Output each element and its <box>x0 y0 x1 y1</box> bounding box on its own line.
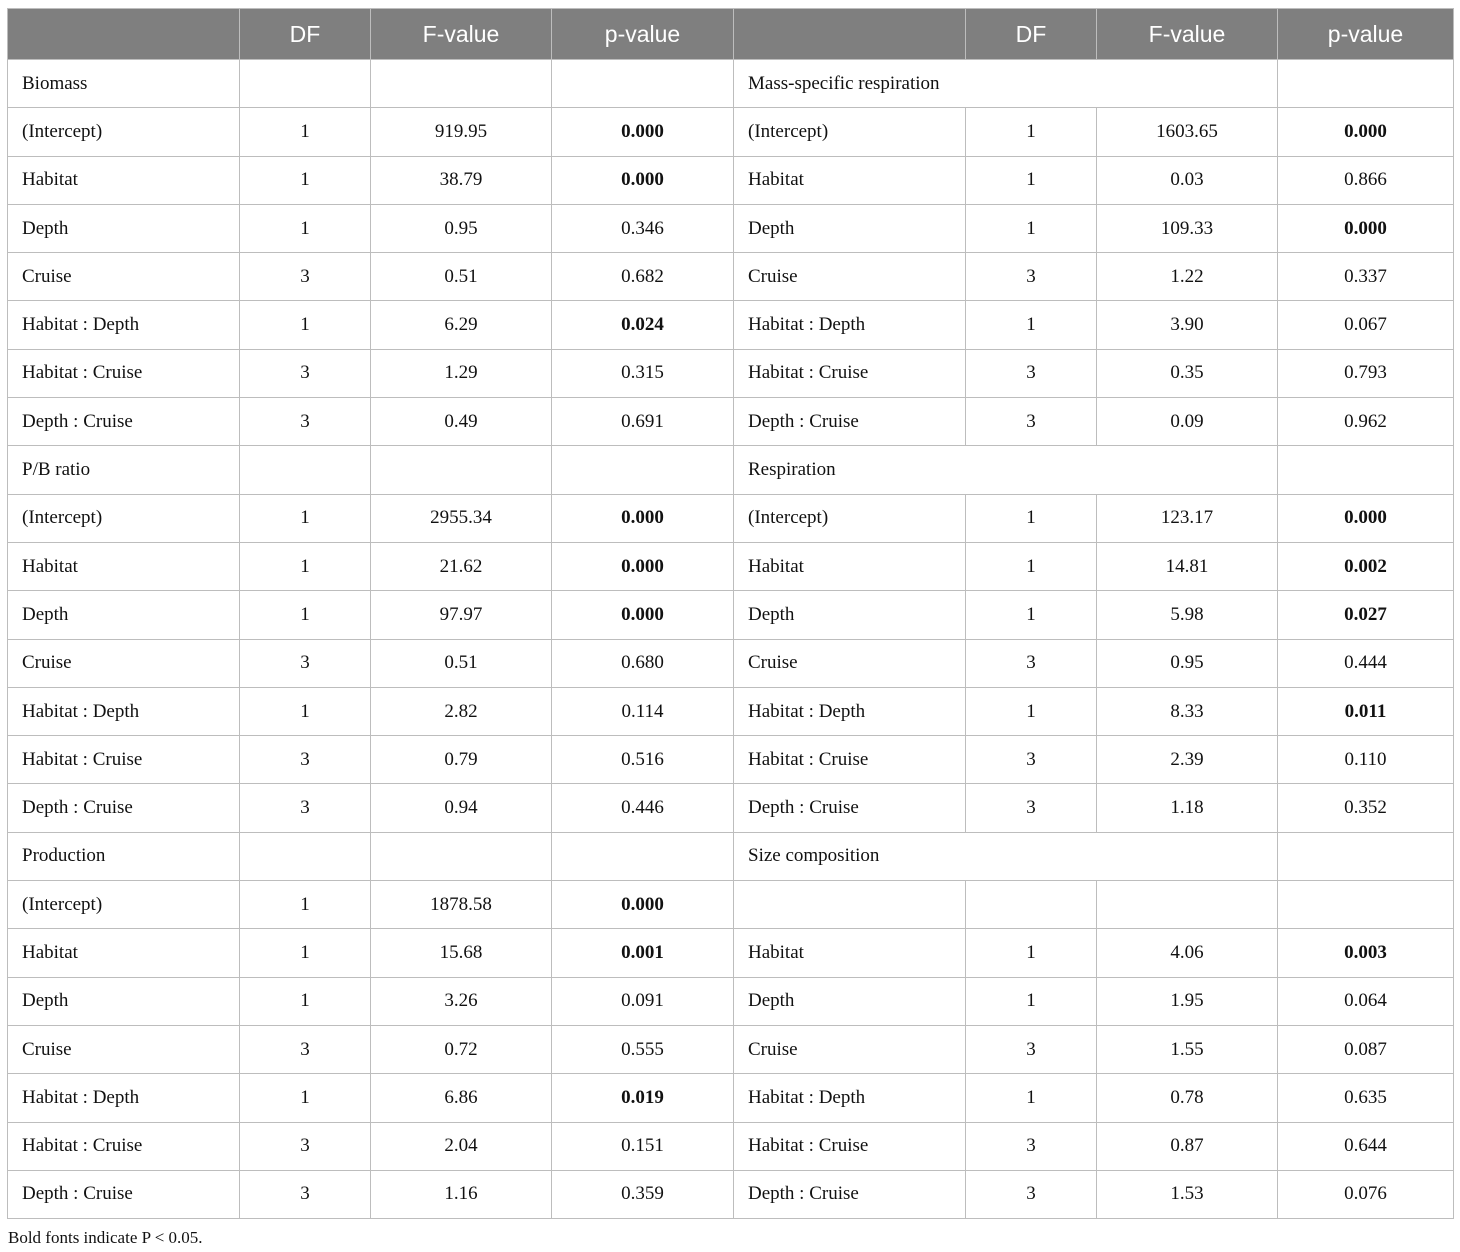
f-value-cell: 3.26 <box>371 977 552 1025</box>
empty-cell <box>240 60 371 108</box>
f-value-cell: 4.06 <box>1097 929 1278 977</box>
df-cell: 1 <box>966 156 1097 204</box>
table-row <box>8 301 1454 349</box>
f-value-cell: 0.79 <box>371 736 552 784</box>
df-cell: 3 <box>966 253 1097 301</box>
df-cell: 3 <box>240 253 371 301</box>
section-row <box>8 832 1454 880</box>
term-cell: Cruise <box>8 639 240 687</box>
p-value-cell: 0.682 <box>552 253 734 301</box>
f-value-cell: 2955.34 <box>371 494 552 542</box>
df-cell: 1 <box>240 156 371 204</box>
p-value-cell: 0.352 <box>1278 784 1454 832</box>
p-value-cell: 0.000 <box>1278 108 1454 156</box>
header-cell: DF <box>240 9 371 60</box>
term-cell: Habitat <box>734 542 966 590</box>
term-cell: Habitat <box>8 542 240 590</box>
header-cell: p-value <box>1278 9 1454 60</box>
term-cell: Habitat : Cruise <box>8 349 240 397</box>
term-cell: Cruise <box>8 1025 240 1073</box>
term-cell: Depth : Cruise <box>734 1170 966 1218</box>
df-cell: 3 <box>966 1122 1097 1170</box>
df-cell: 1 <box>966 591 1097 639</box>
term-cell: Depth : Cruise <box>734 784 966 832</box>
p-value-cell: 0.076 <box>1278 1170 1454 1218</box>
df-cell: 1 <box>966 204 1097 252</box>
df-cell: 1 <box>240 977 371 1025</box>
p-value-cell: 0.691 <box>552 398 734 446</box>
p-value-cell: 0.635 <box>1278 1074 1454 1122</box>
p-value-cell: 0.000 <box>552 156 734 204</box>
f-value-cell: 0.78 <box>1097 1074 1278 1122</box>
section-label: Respiration <box>734 446 1278 494</box>
term-cell: Habitat : Depth <box>734 301 966 349</box>
p-value-cell: 0.962 <box>1278 398 1454 446</box>
df-cell: 1 <box>240 929 371 977</box>
term-cell: (Intercept) <box>734 494 966 542</box>
p-value-cell: 0.359 <box>552 1170 734 1218</box>
term-cell: Habitat <box>734 929 966 977</box>
term-cell: Habitat : Depth <box>734 1074 966 1122</box>
term-cell: Depth : Cruise <box>8 398 240 446</box>
f-value-cell: 109.33 <box>1097 204 1278 252</box>
table-row <box>8 1025 1454 1073</box>
df-cell: 1 <box>240 542 371 590</box>
p-value-cell: 0.000 <box>552 108 734 156</box>
f-value-cell: 1878.58 <box>371 881 552 929</box>
term-cell: Depth : Cruise <box>8 1170 240 1218</box>
df-cell: 3 <box>240 1122 371 1170</box>
f-value-cell: 919.95 <box>371 108 552 156</box>
df-cell: 1 <box>966 687 1097 735</box>
empty-cell <box>371 60 552 108</box>
header-row <box>8 9 1454 60</box>
empty-cell <box>371 832 552 880</box>
p-value-cell: 0.000 <box>552 542 734 590</box>
term-cell: Depth : Cruise <box>8 784 240 832</box>
f-value-cell: 2.39 <box>1097 736 1278 784</box>
term-cell: Depth <box>8 204 240 252</box>
section-label: Production <box>8 832 240 880</box>
p-value-cell: 0.114 <box>552 687 734 735</box>
f-value-cell: 0.49 <box>371 398 552 446</box>
df-cell <box>966 881 1097 929</box>
term-cell: Habitat : Cruise <box>734 736 966 784</box>
f-value-cell: 8.33 <box>1097 687 1278 735</box>
p-value-cell: 0.446 <box>552 784 734 832</box>
f-value-cell: 21.62 <box>371 542 552 590</box>
df-cell: 1 <box>240 881 371 929</box>
p-value-cell: 0.000 <box>552 591 734 639</box>
p-value-cell: 0.064 <box>1278 977 1454 1025</box>
f-value-cell: 1.22 <box>1097 253 1278 301</box>
f-value-cell: 0.95 <box>1097 639 1278 687</box>
f-value-cell: 6.29 <box>371 301 552 349</box>
term-cell: Cruise <box>8 253 240 301</box>
f-value-cell: 1.29 <box>371 349 552 397</box>
table-row <box>8 639 1454 687</box>
table-row <box>8 736 1454 784</box>
header-cell: DF <box>966 9 1097 60</box>
df-cell: 3 <box>240 736 371 784</box>
f-value-cell: 0.72 <box>371 1025 552 1073</box>
table-footnote: Bold fonts indicate P < 0.05. <box>8 1228 203 1247</box>
p-value-cell: 0.346 <box>552 204 734 252</box>
table-row <box>8 977 1454 1025</box>
header-cell <box>8 9 240 60</box>
p-value-cell: 0.000 <box>1278 494 1454 542</box>
table-row <box>8 1170 1454 1218</box>
term-cell: (Intercept) <box>8 494 240 542</box>
empty-cell <box>371 446 552 494</box>
p-value-cell: 0.110 <box>1278 736 1454 784</box>
section-label: P/B ratio <box>8 446 240 494</box>
f-value-cell: 0.95 <box>371 204 552 252</box>
df-cell: 3 <box>240 1170 371 1218</box>
table-row <box>8 204 1454 252</box>
p-value-cell: 0.680 <box>552 639 734 687</box>
df-cell: 1 <box>240 1074 371 1122</box>
term-cell: Cruise <box>734 253 966 301</box>
table-row <box>8 929 1454 977</box>
table-row <box>8 108 1454 156</box>
p-value-cell: 0.002 <box>1278 542 1454 590</box>
empty-cell <box>240 832 371 880</box>
section-row <box>8 446 1454 494</box>
table-row <box>8 1074 1454 1122</box>
term-cell: Habitat : Depth <box>734 687 966 735</box>
empty-cell <box>552 60 734 108</box>
p-value-cell: 0.024 <box>552 301 734 349</box>
f-value-cell: 0.51 <box>371 253 552 301</box>
term-cell: Habitat : Depth <box>8 687 240 735</box>
term-cell: (Intercept) <box>8 108 240 156</box>
df-cell: 1 <box>240 108 371 156</box>
f-value-cell: 14.81 <box>1097 542 1278 590</box>
f-value-cell: 6.86 <box>371 1074 552 1122</box>
df-cell: 1 <box>966 1074 1097 1122</box>
empty-cell <box>1278 446 1454 494</box>
empty-cell <box>240 446 371 494</box>
p-value-cell: 0.866 <box>1278 156 1454 204</box>
term-cell: Habitat <box>8 156 240 204</box>
term-cell: Depth : Cruise <box>734 398 966 446</box>
f-value-cell: 123.17 <box>1097 494 1278 542</box>
p-value-cell: 0.555 <box>552 1025 734 1073</box>
table-row <box>8 591 1454 639</box>
df-cell: 3 <box>240 784 371 832</box>
anova-table <box>7 8 1454 1219</box>
df-cell: 3 <box>240 1025 371 1073</box>
df-cell: 3 <box>966 349 1097 397</box>
df-cell: 3 <box>966 639 1097 687</box>
p-value-cell: 0.444 <box>1278 639 1454 687</box>
term-cell: Depth <box>8 977 240 1025</box>
df-cell: 3 <box>966 784 1097 832</box>
table-row <box>8 784 1454 832</box>
header-cell <box>734 9 966 60</box>
f-value-cell: 3.90 <box>1097 301 1278 349</box>
section-label: Size composition <box>734 832 1278 880</box>
header-cell: p-value <box>552 9 734 60</box>
p-value-cell: 0.001 <box>552 929 734 977</box>
df-cell: 3 <box>240 398 371 446</box>
df-cell: 1 <box>966 494 1097 542</box>
term-cell <box>734 881 966 929</box>
term-cell: Habitat : Cruise <box>734 1122 966 1170</box>
f-value-cell: 1.53 <box>1097 1170 1278 1218</box>
p-value-cell: 0.000 <box>552 881 734 929</box>
f-value-cell: 0.94 <box>371 784 552 832</box>
p-value-cell: 0.091 <box>552 977 734 1025</box>
term-cell: Habitat : Depth <box>8 301 240 349</box>
df-cell: 3 <box>966 398 1097 446</box>
df-cell: 1 <box>966 301 1097 349</box>
p-value-cell: 0.003 <box>1278 929 1454 977</box>
p-value-cell: 0.151 <box>552 1122 734 1170</box>
p-value-cell: 0.516 <box>552 736 734 784</box>
section-label: Biomass <box>8 60 240 108</box>
f-value-cell: 0.03 <box>1097 156 1278 204</box>
term-cell: Depth <box>734 977 966 1025</box>
df-cell: 1 <box>240 591 371 639</box>
f-value-cell: 15.68 <box>371 929 552 977</box>
df-cell: 1 <box>966 542 1097 590</box>
term-cell: Habitat <box>734 156 966 204</box>
f-value-cell: 0.87 <box>1097 1122 1278 1170</box>
table-row <box>8 494 1454 542</box>
p-value-cell: 0.000 <box>1278 204 1454 252</box>
p-value-cell: 0.067 <box>1278 301 1454 349</box>
term-cell: Depth <box>734 591 966 639</box>
table-row <box>8 349 1454 397</box>
term-cell: Habitat : Cruise <box>734 349 966 397</box>
f-value-cell: 97.97 <box>371 591 552 639</box>
header-cell: F-value <box>371 9 552 60</box>
f-value-cell: 2.04 <box>371 1122 552 1170</box>
table-row <box>8 881 1454 929</box>
df-cell: 1 <box>966 977 1097 1025</box>
table-body <box>8 60 1454 1219</box>
f-value-cell: 1.95 <box>1097 977 1278 1025</box>
term-cell: Habitat : Cruise <box>8 736 240 784</box>
p-value-cell: 0.087 <box>1278 1025 1454 1073</box>
f-value-cell: 1.18 <box>1097 784 1278 832</box>
p-value-cell: 0.019 <box>552 1074 734 1122</box>
p-value-cell: 0.027 <box>1278 591 1454 639</box>
header-cell: F-value <box>1097 9 1278 60</box>
f-value-cell: 38.79 <box>371 156 552 204</box>
term-cell: Cruise <box>734 1025 966 1073</box>
term-cell: (Intercept) <box>8 881 240 929</box>
f-value-cell: 1.16 <box>371 1170 552 1218</box>
table-row <box>8 253 1454 301</box>
p-value-cell: 0.337 <box>1278 253 1454 301</box>
df-cell: 1 <box>240 204 371 252</box>
df-cell: 3 <box>240 639 371 687</box>
table-row <box>8 1122 1454 1170</box>
term-cell: Habitat : Cruise <box>8 1122 240 1170</box>
table-row <box>8 398 1454 446</box>
section-label: Mass-specific respiration <box>734 60 1278 108</box>
empty-cell <box>552 446 734 494</box>
f-value-cell: 0.09 <box>1097 398 1278 446</box>
df-cell: 1 <box>966 929 1097 977</box>
p-value-cell: 0.000 <box>552 494 734 542</box>
term-cell: (Intercept) <box>734 108 966 156</box>
p-value-cell: 0.315 <box>552 349 734 397</box>
f-value-cell: 0.51 <box>371 639 552 687</box>
df-cell: 3 <box>966 1025 1097 1073</box>
f-value-cell: 1603.65 <box>1097 108 1278 156</box>
term-cell: Depth <box>734 204 966 252</box>
p-value-cell: 0.793 <box>1278 349 1454 397</box>
df-cell: 1 <box>240 494 371 542</box>
term-cell: Habitat : Depth <box>8 1074 240 1122</box>
p-value-cell <box>1278 881 1454 929</box>
f-value-cell: 5.98 <box>1097 591 1278 639</box>
table-row <box>8 156 1454 204</box>
table-row <box>8 687 1454 735</box>
empty-cell <box>552 832 734 880</box>
df-cell: 1 <box>966 108 1097 156</box>
df-cell: 3 <box>240 349 371 397</box>
f-value-cell <box>1097 881 1278 929</box>
f-value-cell: 0.35 <box>1097 349 1278 397</box>
empty-cell <box>1278 60 1454 108</box>
term-cell: Depth <box>8 591 240 639</box>
p-value-cell: 0.011 <box>1278 687 1454 735</box>
p-value-cell: 0.644 <box>1278 1122 1454 1170</box>
df-cell: 3 <box>966 736 1097 784</box>
df-cell: 3 <box>966 1170 1097 1218</box>
df-cell: 1 <box>240 687 371 735</box>
f-value-cell: 2.82 <box>371 687 552 735</box>
f-value-cell: 1.55 <box>1097 1025 1278 1073</box>
section-row <box>8 60 1454 108</box>
df-cell: 1 <box>240 301 371 349</box>
empty-cell <box>1278 832 1454 880</box>
term-cell: Habitat <box>8 929 240 977</box>
term-cell: Cruise <box>734 639 966 687</box>
table-row <box>8 542 1454 590</box>
